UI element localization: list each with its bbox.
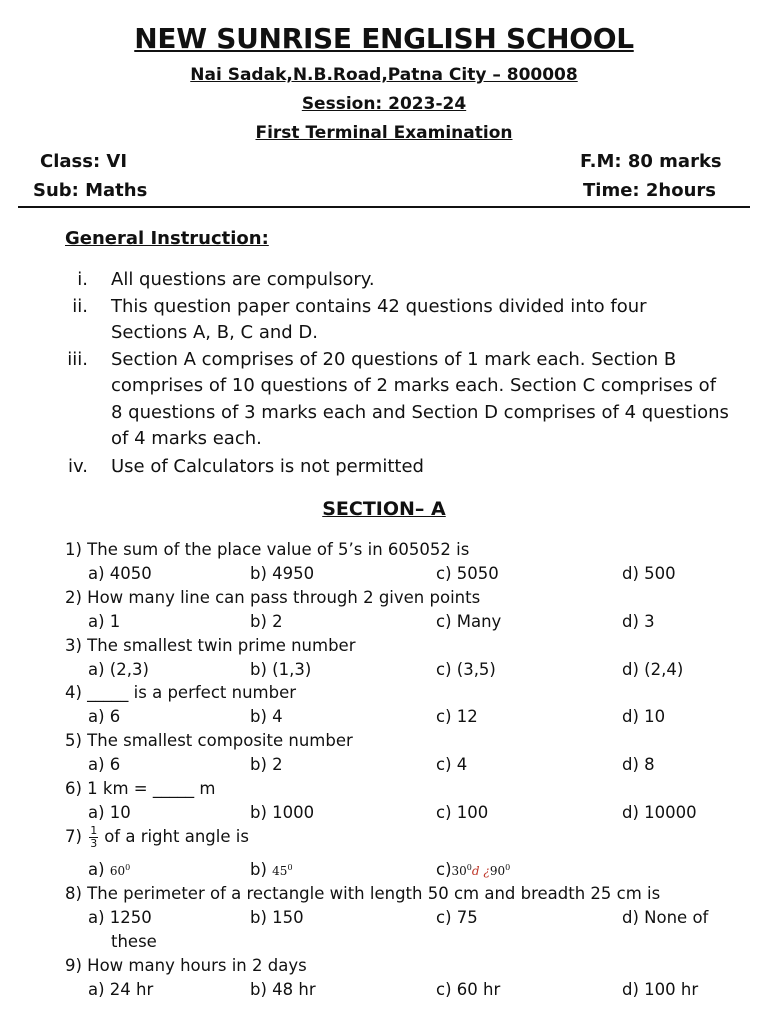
option-c: c) 100 — [436, 803, 489, 822]
fraction-denominator: 3 — [90, 837, 98, 850]
question-text: 6) 1 km = _____ m — [65, 779, 216, 798]
option-d-wrap: these — [111, 932, 157, 951]
option-c: c) 75 — [436, 908, 478, 927]
option-d: d) 500 — [622, 564, 676, 583]
option-b: b) 2 — [250, 612, 283, 631]
question-text — [65, 825, 249, 850]
question-body: of a right angle is — [104, 827, 249, 846]
instruction-line: of 4 marks each. — [111, 428, 262, 449]
question-text: 4) _____ is a perfect number — [65, 683, 297, 702]
option-c: $c)30^0d$ ¿$90^0$ — [436, 860, 511, 879]
option-c: c) Many — [436, 612, 502, 631]
option-b: b) 2 — [250, 755, 283, 774]
instruction-line: 8 questions of 3 marks each and Section D comprises of 4 questions — [111, 402, 729, 423]
instruction-number: iv. — [68, 456, 88, 477]
option-d: d) 10000 — [622, 803, 697, 822]
section-title: SECTION– A — [322, 498, 446, 520]
question-text: 1) The sum of the place value of 5’s in 605052 is — [65, 540, 470, 559]
session: Session: 2023-24 — [301, 94, 467, 114]
option-c: c) 4 — [436, 755, 468, 774]
option-c: c) 5050 — [436, 564, 499, 583]
question-text: 2) How many line can pass through 2 given points — [65, 588, 481, 607]
option-a: a) 1 — [88, 612, 121, 631]
option-a: a) 6 — [88, 707, 121, 726]
option-c: c) 60 hr — [436, 980, 501, 999]
option-d: d) 8 — [622, 755, 655, 774]
header-divider — [18, 206, 750, 208]
instruction-line: Section A comprises of 20 questions of 1 mark each. Section B — [111, 349, 677, 370]
option-c: c) (3,5) — [436, 660, 496, 679]
instruction-number: ii. — [72, 296, 88, 317]
instruction-line: This question paper contains 42 questions divided into four — [111, 296, 647, 317]
instruction-number: i. — [77, 269, 88, 290]
option-a: a) $60^0$ — [88, 860, 131, 879]
class-label: Class: VI — [40, 151, 128, 172]
option-b: b) 150 — [250, 908, 304, 927]
question-text: 3) The smallest twin prime number — [65, 636, 356, 655]
option-b: b) 48 hr — [250, 980, 316, 999]
option-b: b) 4 — [250, 707, 283, 726]
option-a: a) 24 hr — [88, 980, 154, 999]
question-text: 8) The perimeter of a rectangle with length 50 cm and breadth 25 cm is — [65, 884, 661, 903]
option-b: b) 4950 — [250, 564, 315, 583]
option-a: a) 10 — [88, 803, 131, 822]
option-b: b) 1000 — [250, 803, 315, 822]
instruction-line: Use of Calculators is not permitted — [111, 456, 424, 477]
school-name: NEW SUNRISE ENGLISH SCHOOL — [134, 22, 634, 55]
exam-name: First Terminal Examination — [255, 123, 513, 143]
subject-label: Sub: Maths — [33, 180, 148, 201]
school-address: Nai Sadak,N.B.Road,Patna City – 800008 — [190, 65, 578, 85]
full-marks: F.M: 80 marks — [580, 151, 722, 172]
question-text: 5) The smallest composite number — [65, 731, 353, 750]
question-text: 9) How many hours in 2 days — [65, 956, 307, 975]
option-a: a) (2,3) — [88, 660, 149, 679]
fraction-numerator: 1 — [90, 824, 98, 837]
option-d: d) (2,4) — [622, 660, 684, 679]
option-b: b) $45^0$ — [250, 860, 293, 879]
instruction-line: Sections A, B, C and D. — [111, 322, 318, 343]
option-a: a) 4050 — [88, 564, 152, 583]
option-a: a) 6 — [88, 755, 121, 774]
instructions-heading: General Instruction: — [65, 228, 269, 249]
time-allowed: Time: 2hours — [583, 180, 716, 201]
option-a: a) 1250 — [88, 908, 152, 927]
option-b: b) (1,3) — [250, 660, 312, 679]
fraction — [89, 825, 98, 850]
option-c: c) 12 — [436, 707, 478, 726]
instruction-number: iii. — [67, 349, 88, 370]
option-d: d) 10 — [622, 707, 666, 726]
option-d: d) None of — [622, 908, 709, 927]
instruction-line: All questions are compulsory. — [111, 269, 375, 290]
option-d: d) 3 — [622, 612, 655, 631]
option-d: d) 100 hr — [622, 980, 699, 999]
instruction-line: comprises of 10 questions of 2 marks each. Section C comprises of — [111, 375, 717, 396]
question-number: 7) — [65, 827, 82, 846]
